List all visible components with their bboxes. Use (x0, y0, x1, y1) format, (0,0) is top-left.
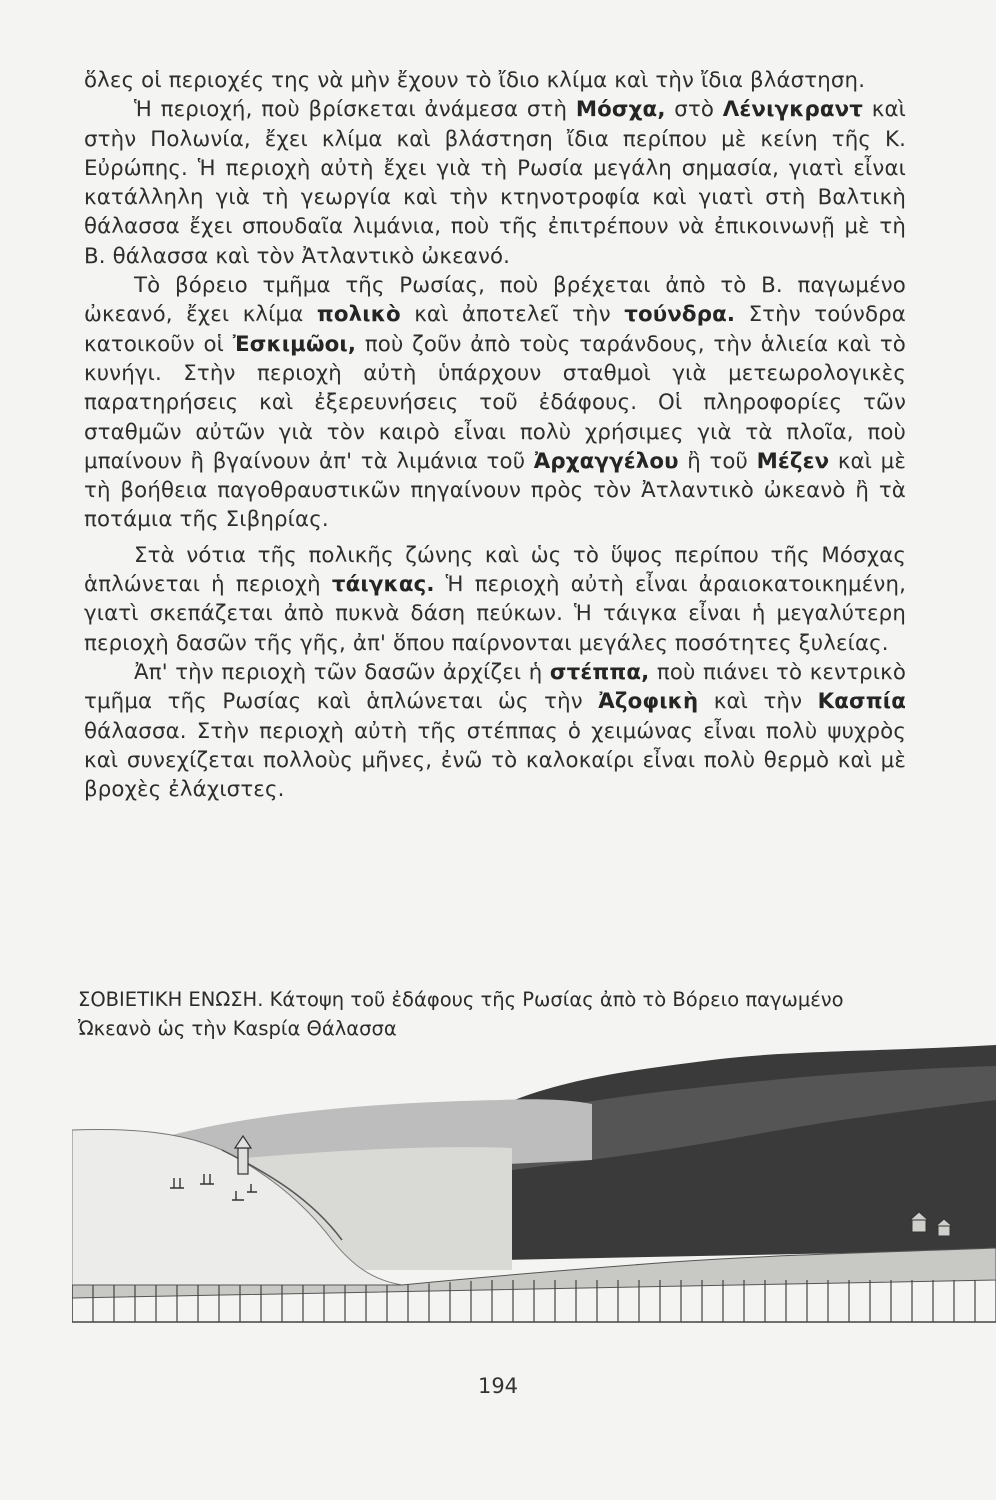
text-run: ποὺ πιάνει τὸ κεντρικὸ τμῆμα τῆς Ρωσίας καὶ ἁπλώνεται ὡς τὴν (84, 659, 906, 715)
bold-term: Μόσχα, (575, 97, 666, 123)
text-run: ὅλες οἱ περιοχές της νὰ μὴν ἔχουν τὸ ἴδιο κλίμα καὶ τὴν ἴδια βλάστηση. (84, 68, 866, 93)
text-run: Ἡ περιοχή, ποὺ βρίσκεται ἀνάμεσα στὴ (134, 97, 576, 123)
caption-line-1: ΣΟΒΙΕΤΙΚΗ ΕΝΩΣΗ. Κάτοψη τοῦ ἐδάφους τῆς Ρωσίας ἀπὸ τὸ Βόρειο παγωμένο (78, 988, 844, 1011)
text-run: Στὴν τούνδρα κατοικοῦν οἱ (84, 302, 906, 357)
bold-term: Ἀρχαγγέλου (533, 448, 679, 474)
text-run: καὶ στὴν Πολωνία, ἔχει κλίμα καὶ βλάστηση ἴδια περίπου μὲ κείνη τῆς Κ. Εὐρώπης. Ἡ περιοχὴ αὐτὴ ἔχει γιὰ τὴ Ρωσία μεγάλη σημασία, γιατὶ εἶναι κατάλληλη γιὰ τὴ γεωργία καὶ τὴν κτηνοτροφία καὶ γιατὶ στὴ Βαλτικὴ θάλασσα ἔχει σπουδαῖα λιμάνια, ποὺ τῆς ἐπιτρέπουν νὰ ἐπικοινωνῇ μὲ τὴ Β. θάλασσα καὶ τὸν Ἀτλαντικὸ ὠκεανό. (84, 97, 907, 269)
page-number: 194 (477, 1374, 519, 1398)
text-run: Ἡ περιοχὴ αὐτὴ εἶναι ἀραιοκατοικημένη, γιατὶ σκεπάζεται ἀπὸ πυκνὰ δάση πεύκων. Ἡ τάιγκα εἶναι ἡ μεγαλύτερη περιοχὴ δασῶν τῆς γῆς, ἀπ' ὅπου παίρνονται μεγάλες ποσότητες ξυλείας. (84, 572, 907, 656)
landscape-illustration (72, 1040, 996, 1325)
text-run: καὶ τὴν (698, 689, 818, 715)
paragraph (84, 271, 906, 535)
body-text (84, 66, 906, 804)
text-run: Ἀπ' τὴν περιοχὴ τῶν δασῶν ἀρχίζει ἡ (134, 659, 550, 685)
text-run: ἢ τοῦ (678, 448, 757, 474)
text-run: καὶ ἀποτελεῖ τὴν (400, 302, 625, 328)
bold-term: Ἀζοφικὴ (598, 689, 699, 715)
bold-term: Κασπία (817, 689, 906, 715)
bold-term: Λένιγκραντ (722, 97, 864, 123)
bold-term: τάιγκας. (331, 572, 435, 598)
bold-term: Ἐσκιμῶοι, (232, 331, 357, 357)
text-run: Στὰ νότια τῆς πολικῆς ζώνης καὶ ὡς τὸ ὕψος περίπου τῆς Μόσχας ἁπλώνεται ἡ περιοχὴ (84, 542, 906, 598)
text-run: ποὺ ζοῦν ἀπὸ τοὺς ταράνδους, τὴν ἁλιεία καὶ τὸ κυνήγι. Στὴν περιοχὴ αὐτὴ ὑπάρχουν σταθμοὶ γιὰ μετεωρολογικὲς παρατηρήσεις καὶ ἐξερευνήσεις τοῦ ἐδάφους. Οἱ πληροφορίες τῶν σταθμῶν αὐτῶν γιὰ τὸν καιρὸ εἶναι πολὺ χρήσιμες γιὰ τὰ πλοῖα, ποὺ μπαίνουν ἢ βγαίνουν ἀπ' τὰ λιμάνια τοῦ (84, 331, 906, 474)
paragraph (84, 95, 906, 271)
caption-line-2: Ὠκεανὸ ὡς τὴν Καspία Θάλασσα (78, 1017, 397, 1040)
bold-term: στέππα, (549, 659, 650, 685)
paragraph (84, 658, 906, 804)
text-run: καὶ μὲ τὴ βοήθεια παγοθραυστικῶν πηγαίνουν πρὸς τὸν Ἀτλαντικὸ ὠκεανὸ ἢ τὰ ποτάμια τῆς Σιβηρίας. (84, 448, 906, 533)
bold-term: Μέζεν (756, 448, 830, 474)
paragraph (84, 541, 906, 658)
landscape-drawing (72, 1040, 996, 1325)
text-run: Τὸ βόρειο τμῆμα τῆς Ρωσίας, ποὺ βρέχεται ἀπὸ τὸ Β. παγωμένο ὠκεανό, ἔχει κλίμα (84, 273, 906, 328)
text-run: θάλασσα. Στὴν περιοχὴ αὐτὴ τῆς στέππας ὁ χειμώνας εἶναι πολὺ ψυχρὸς καὶ συνεχίζεται πολλοὺς μῆνες, ἐνῶ τὸ καλοκαίρι εἶναι πολὺ θερμὸ καὶ μὲ βροχὲς ἐλάχιστες. (84, 718, 906, 803)
bold-term: πολικὸ (316, 302, 401, 328)
figure-caption (78, 985, 928, 1043)
text-run: στὸ (665, 97, 723, 123)
bold-term: τούνδρα. (624, 302, 736, 328)
paragraph (84, 66, 906, 95)
